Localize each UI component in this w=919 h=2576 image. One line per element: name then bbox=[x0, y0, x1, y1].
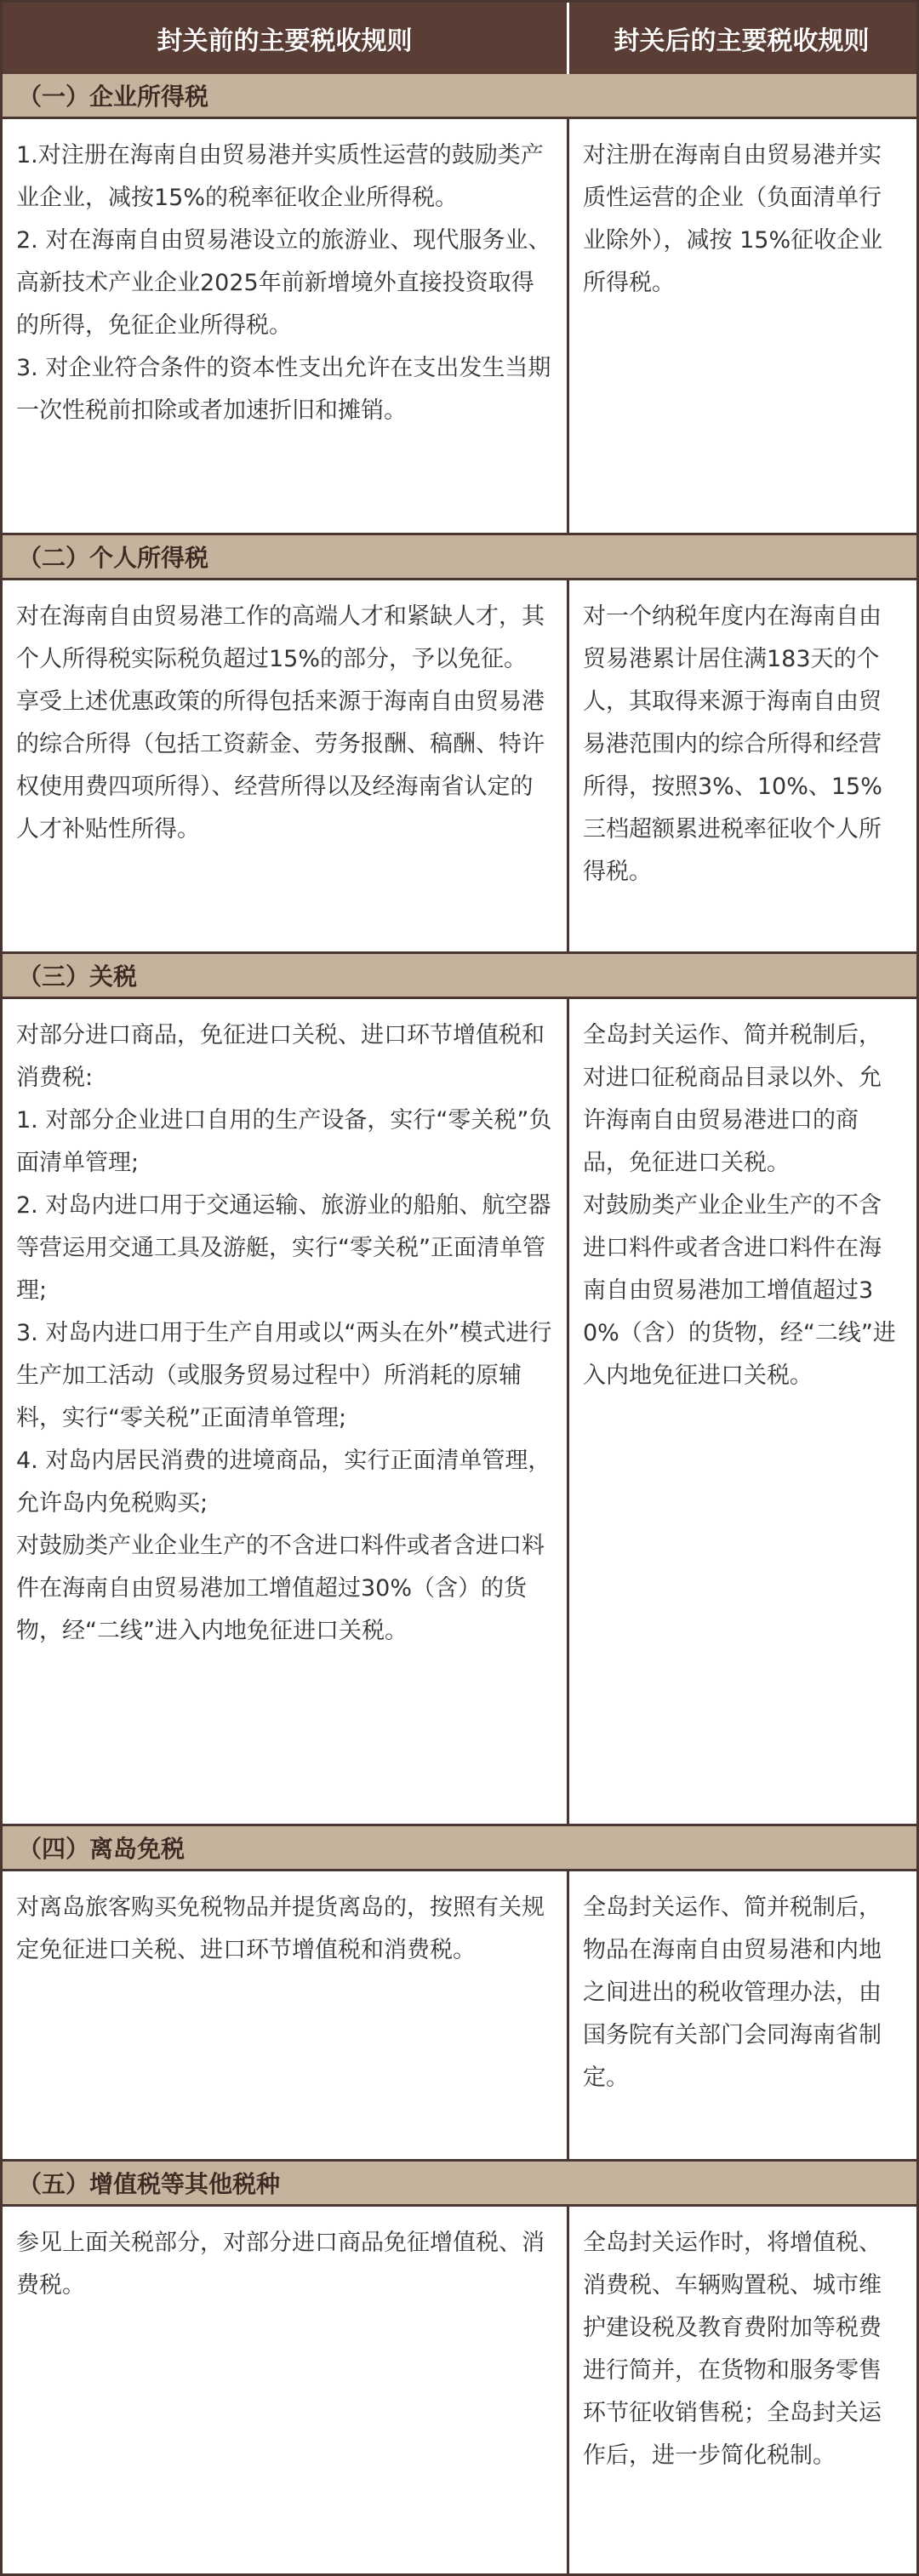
paragraph: 4. 对岛内居民消费的进境商品，实行正面清单管理，允许岛内免税购买; bbox=[16, 1448, 551, 1516]
section-2-before-cell bbox=[3, 580, 567, 951]
section-3-after-cell bbox=[569, 999, 916, 1824]
table-header bbox=[3, 3, 916, 74]
paragraph: 1.对注册在海南自由贸易港并实质性运营的鼓励类产业企业，减按15%的税率征收企业所得税。 bbox=[16, 142, 544, 211]
paragraph: 2. 对岛内进口用于交通运输、旅游业的船舶、航空器等营运用交通工具及游艇，实行“零关税”正面清单管理; bbox=[16, 1192, 551, 1304]
paragraph: 全岛封关运作、简并税制后，对进口征税商品目录以外、允许海南自由贸易港进口的商品，免征进口关税。 bbox=[583, 1022, 882, 1176]
section-1-after-cell bbox=[569, 119, 916, 533]
column-divider bbox=[567, 2204, 569, 2573]
section-4-after-cell bbox=[569, 1871, 916, 2159]
paragraph: 对注册在海南自由贸易港并实质性运营的企业（负面清单行业除外），减按 15%征收企业所得税。 bbox=[583, 142, 883, 296]
header-after-closure: 封关后的主要税收规则 bbox=[614, 26, 870, 56]
section-title-vat-and-other-taxes: （五）增值税等其他税种 bbox=[3, 2162, 916, 2204]
paragraph: 对鼓励类产业企业生产的不含进口料件或者含进口料件在海南自由贸易港加工增值超过30%（含）的货物，经“二线”进入内地免征进口关税。 bbox=[16, 1533, 545, 1644]
column-divider bbox=[567, 117, 569, 534]
paragraph: 对离岛旅客购买免税物品并提货离岛的，按照有关规定免征进口关税、进口环节增值税和消费税。 bbox=[16, 1894, 545, 1963]
paragraph: 享受上述优惠政策的所得包括来源于海南自由贸易港的综合所得（包括工资薪金、劳务报酬、稿酬、特许权使用费四项所得）、经营所得以及经海南省认定的人才补贴性所得。 bbox=[16, 688, 545, 842]
paragraph: 1. 对部分企业进口自用的生产设备，实行“零关税”负面清单管理; bbox=[16, 1107, 552, 1176]
section-title-tariff: （三）关税 bbox=[3, 954, 916, 997]
section-5-after-cell bbox=[569, 2207, 916, 2573]
paragraph: 对部分进口商品，免征进口关税、进口环节增值税和消费税: bbox=[16, 1022, 545, 1091]
column-divider bbox=[567, 997, 569, 1825]
paragraph: 参见上面关税部分，对部分进口商品免征增值税、消费税。 bbox=[16, 2230, 545, 2299]
section-2-after-cell bbox=[569, 580, 916, 951]
paragraph: 对一个纳税年度内在海南自由贸易港累计居住满183天的个人，其取得来源于海南自由贸易港范围内的综合所得和经营所得，按照3%、10%、15%三档超额累进税率征收个人所得税。 bbox=[583, 603, 882, 885]
column-divider bbox=[567, 578, 569, 952]
paragraph: 全岛封关运作时，将增值税、消费税、车辆购置税、城市维护建设税及教育费附加等税费进行简并，在货物和服务零售环节征收销售税；全岛封关运作后，进一步简化税制。 bbox=[583, 2230, 882, 2469]
section-4-before-cell bbox=[3, 1871, 567, 2159]
paragraph: 3. 对企业符合条件的资本性支出允许在支出发生当期一次性税前扣除或者加速折旧和摊销。 bbox=[16, 355, 551, 424]
paragraph: 对在海南自由贸易港工作的高端人才和紧缺人才，其个人所得税实际税负超过15%的部分，予以免征。 bbox=[16, 603, 545, 672]
section-title-offshore-duty-free: （四）离岛免税 bbox=[3, 1826, 916, 1869]
section-1-before-cell bbox=[3, 119, 567, 533]
paragraph: 对鼓励类产业企业生产的不含进口料件或者含进口料件在海南自由贸易港加工增值超过30%（含）的货物，经“二线”进入内地免征进口关税。 bbox=[583, 1192, 896, 1389]
section-5-before-cell bbox=[3, 2207, 567, 2573]
column-divider bbox=[567, 1869, 569, 2160]
paragraph: 全岛封关运作、简并税制后，物品在海南自由贸易港和内地之间进出的税收管理办法，由国务院有关部门会同海南省制定。 bbox=[583, 1894, 882, 2091]
section-3-before-cell bbox=[3, 999, 567, 1824]
paragraph: 3. 对岛内进口用于生产自用或以“两头在外”模式进行生产加工活动（或服务贸易过程中）所消耗的原辅料，实行“零关税”正面清单管理; bbox=[16, 1320, 552, 1431]
paragraph: 2. 对在海南自由贸易港设立的旅游业、现代服务业、高新技术产业企业2025年前新增境外直接投资取得的所得，免征企业所得税。 bbox=[16, 227, 551, 339]
header-before-closure: 封关前的主要税收规则 bbox=[157, 26, 413, 56]
header-divider bbox=[567, 3, 569, 74]
section-title-enterprise-income-tax: （一）企业所得税 bbox=[3, 74, 916, 117]
section-title-individual-income-tax: （二）个人所得税 bbox=[3, 535, 916, 578]
